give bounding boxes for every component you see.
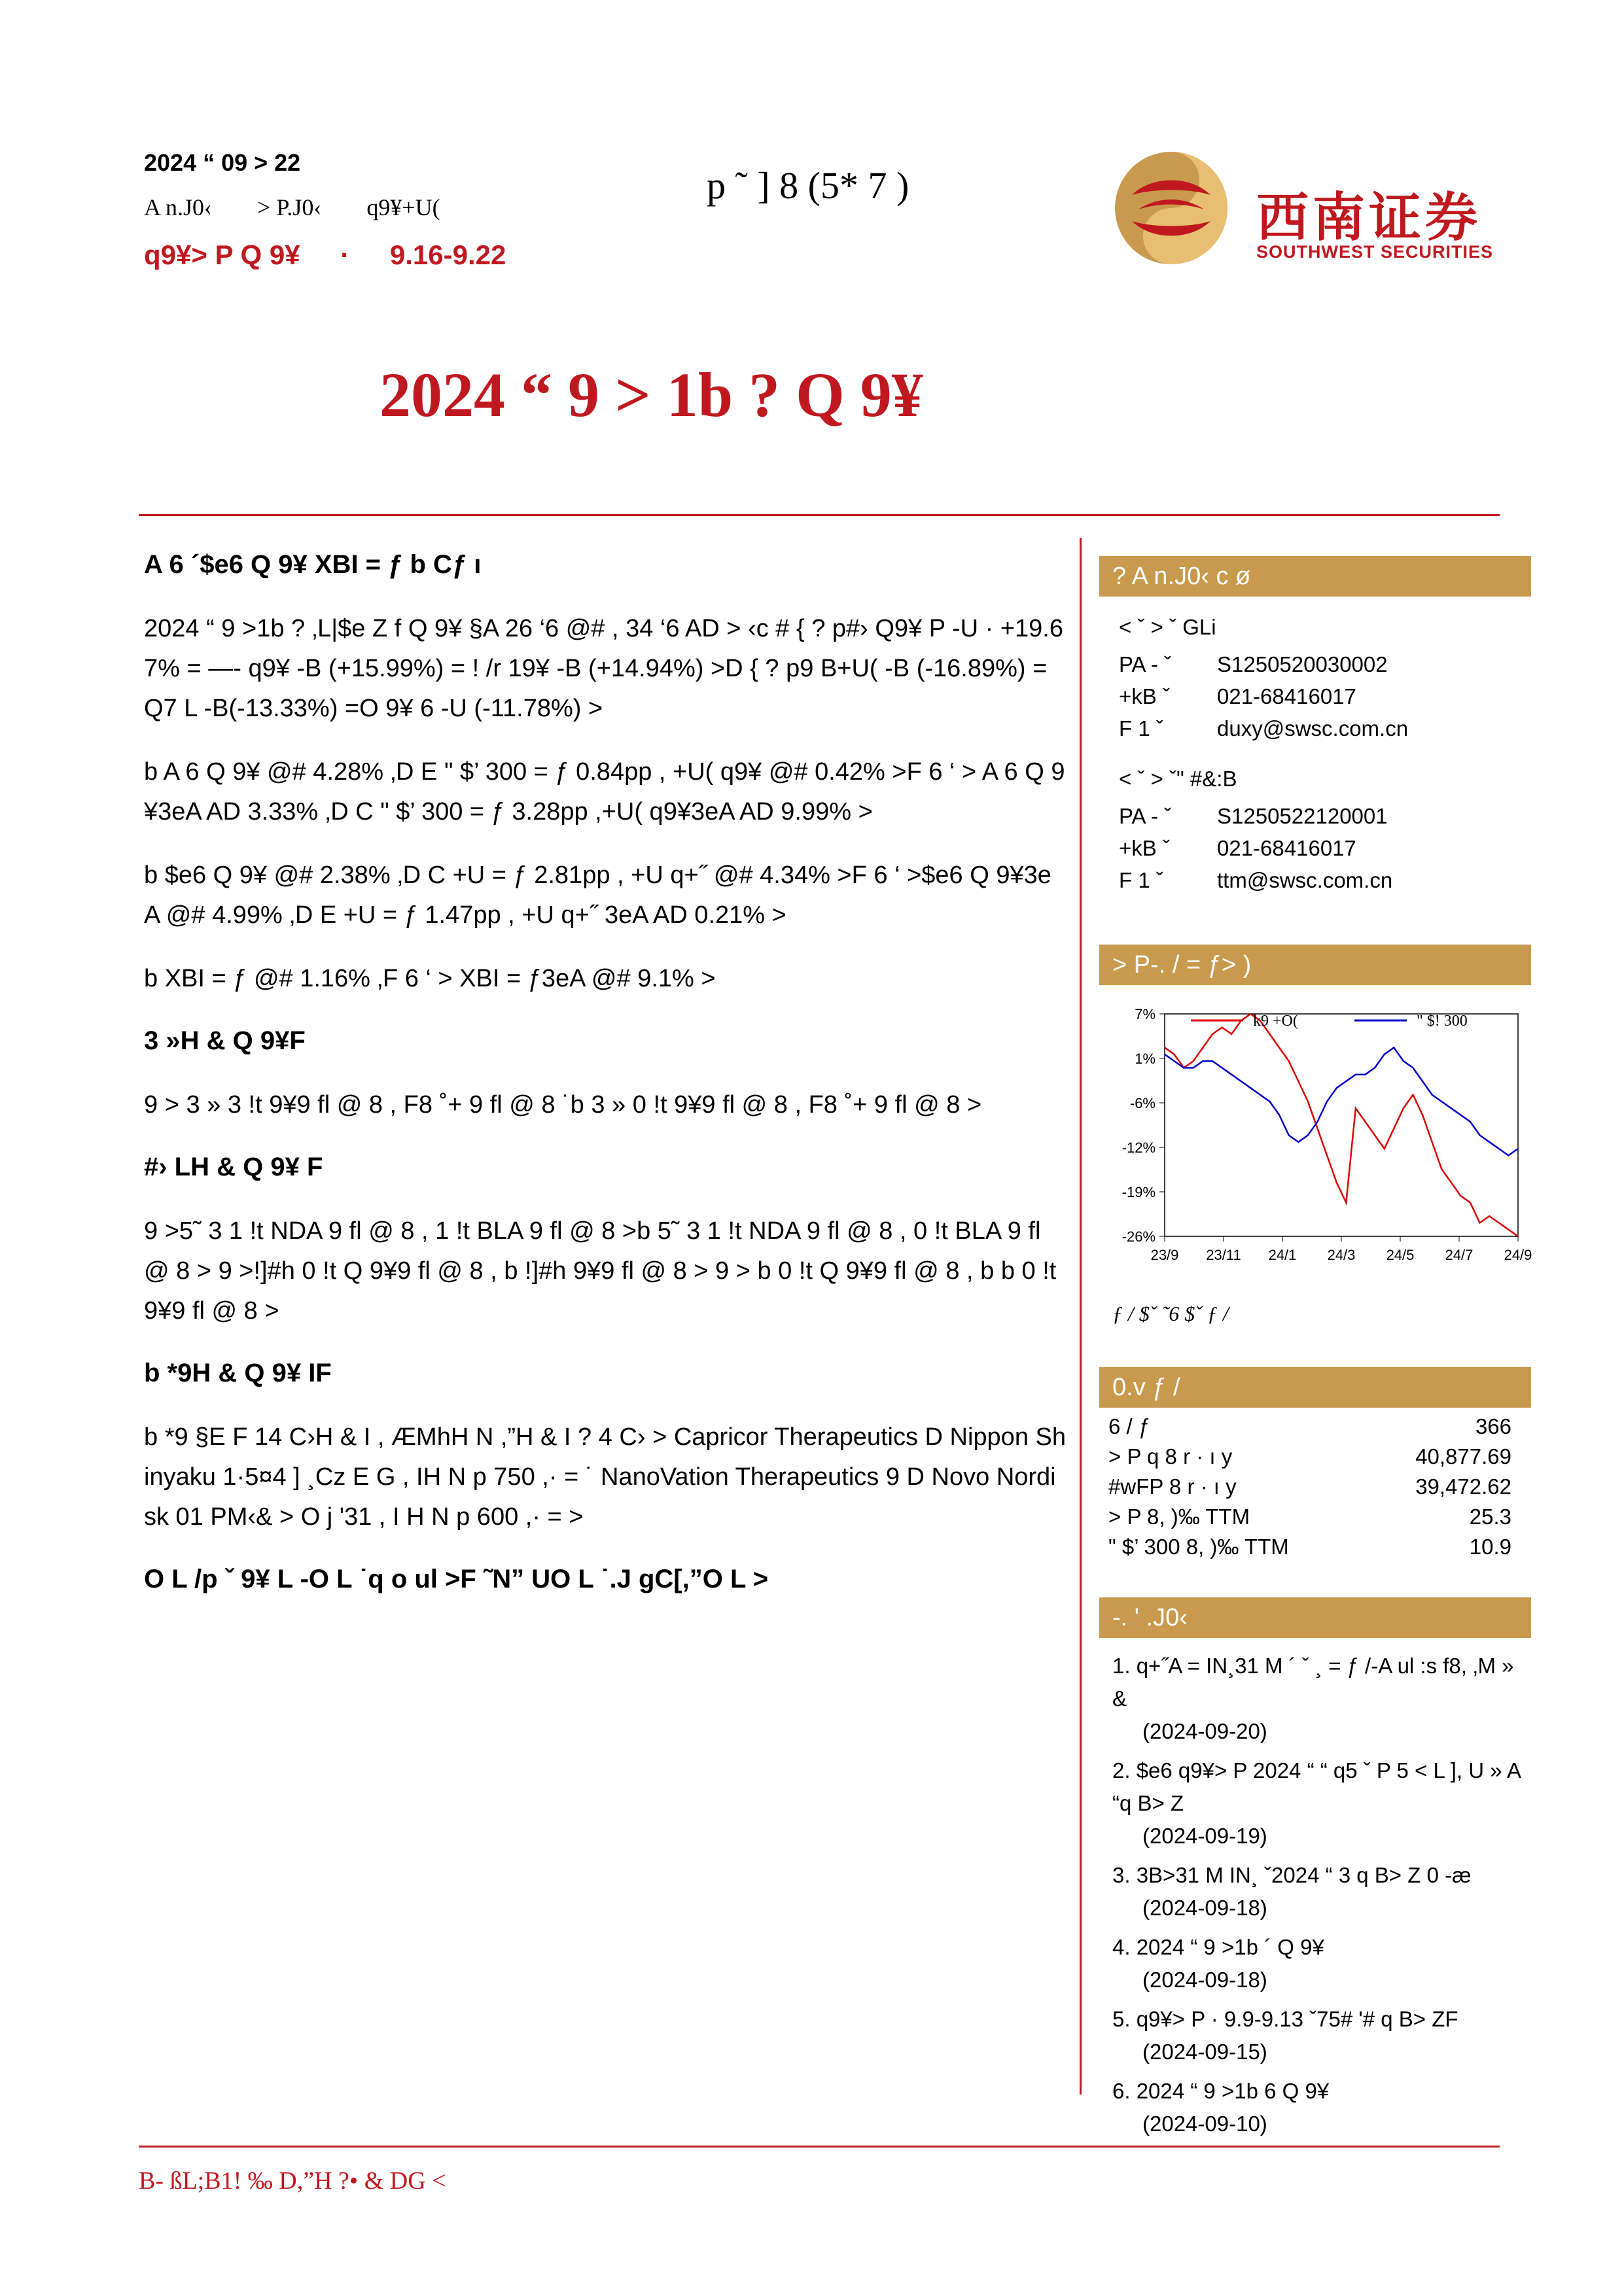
paragraph: 9 > 3 » 3 !t 9¥9 fl @ 8 , F8 ˚+ 9 fl @ 8 ˙b 3 » 0 !t 9¥9 fl @ 8 , F8 ˚+ 9 fl @ 8 > — [144, 1091, 982, 1119]
table-row — [1108, 1442, 1511, 1472]
related-report-link[interactable] — [1112, 2075, 1531, 2140]
related-title[interactable]: 2. $e6 q9¥> P 2024 “ “ q5 ˇ P 5 < L ], U » A “q B> Z — [1112, 1758, 1521, 1815]
table-row — [1108, 1472, 1511, 1502]
related-date: (2024-09-18) — [1142, 1968, 1267, 1992]
chart-box — [1099, 945, 1531, 985]
company-name-en: SOUTHWEST SECURITIES — [1256, 242, 1494, 262]
chart-source: ƒ / $ˇ ˜6 $ˇ ƒ / — [1112, 1302, 1229, 1325]
related-report-link[interactable] — [1112, 1650, 1531, 1748]
cert-number: S1250520030002 — [1217, 652, 1388, 676]
analyst-1 — [1099, 611, 1531, 744]
table-row — [1108, 1532, 1511, 1562]
paragraph: 2024 “ 9 >1b ? ‚L|$e Z f Q 9¥ §A 26 ‘6 @# , 34 ‘6 AD > ‹c # { ? p#› Q9¥ P -U · +19.67% = —- q9¥ -B (+15.99%) = ! /r 19¥ -B (+14.94%) >D { ? p9 B+U( -B (-16.89%) = Q7 L -B(-13.33%) =O 9¥ 6 -U (-11.78%) > — [144, 615, 1063, 722]
x-tick-label: 24/1 — [1268, 1247, 1297, 1263]
y-tick-label: -6% — [1129, 1095, 1156, 1111]
subtitle-1: q9¥> P Q 9¥ — [144, 239, 300, 270]
column-divider — [1080, 538, 1082, 2095]
mail-label: F 1 ˇ — [1119, 716, 1163, 740]
header-divider — [139, 514, 1500, 516]
row-value: 39,472.62 — [1415, 1474, 1511, 1499]
cert-label: PA - ˇ — [1119, 804, 1172, 828]
section-heading: b *9H & Q 9¥ IF — [144, 1359, 332, 1387]
company-name-cn: 西南证券 — [1256, 186, 1481, 248]
related-box-title: -. ' .J0‹ — [1099, 1597, 1531, 1638]
mail-address[interactable]: duxy@swsc.com.cn — [1217, 716, 1409, 740]
tel-number: 021-68416017 — [1217, 684, 1356, 708]
paragraph: b XBI = ƒ @# 1.16% ‚F 6 ‘ > XBI = ƒ3eA @# 9.1% > — [144, 965, 716, 992]
company-logo-icon — [1112, 149, 1230, 267]
paragraph: b *9 §E F 14 C›H & I , ÆMhH N ,”H & I ? 4 C› > Capricor Therapeutics D Nippon Shinyaku 1·5¤4 ] ¸Cz E G , IH N p 750 ,· = ˙ NanoVation Therapeutics 9 D Novo Nordisk 01 PM‹& > O j '31 , I H N p 600 ,· = > — [144, 1423, 1066, 1531]
category-3: q9¥+U( — [366, 194, 440, 220]
related-title[interactable]: 4. 2024 “ 9 >1b ´ Q 9¥ — [1112, 1935, 1324, 1959]
related-list — [1099, 1650, 1531, 2140]
section-heading: O L /p ˇ 9¥ L -O L ˙q o ul >F ˜N” UO L ˙.J gC[,”O L > — [144, 1565, 769, 1593]
related-date: (2024-09-10) — [1142, 2112, 1267, 2136]
related-report-link[interactable] — [1112, 1931, 1531, 1996]
row-label: 6 / ƒ — [1108, 1414, 1151, 1438]
report-category — [144, 194, 480, 221]
cert-number: S1250522120001 — [1217, 804, 1388, 828]
report-type: p ˜ ] 8 (5* 7 ) — [707, 164, 909, 207]
x-tick-label: 24/9 — [1504, 1247, 1532, 1263]
x-tick-label: 23/11 — [1206, 1247, 1241, 1263]
paragraph: 9 >5˜ 3 1 !t NDA 9 fl @ 8 , 1 !t BLA 9 fl @ 8 >b 5˜ 3 1 !t NDA 9 fl @ 8 , 0 !t BLA 9 fl @ 8 > 9 >!]#h 0 !t Q 9¥9 fl @ 8 , b !]#h 9¥9 fl @ 8 > 9 > b 0 !t Q 9¥9 fl @ 8 , b b 0 !t 9¥9 fl @ 8 > — [144, 1217, 1057, 1325]
page-title: 2024 “ 9 > 1b ? Q 9¥ — [380, 360, 923, 430]
series-line — [1165, 1014, 1518, 1236]
table-row — [1108, 1412, 1511, 1442]
related-report-link[interactable] — [1112, 1754, 1531, 1852]
y-tick-label: -19% — [1121, 1184, 1156, 1200]
x-tick-label: 23/9 — [1150, 1247, 1179, 1263]
report-date: 2024 “ 09 > 22 — [144, 149, 301, 176]
row-label: > P q 8 r · ı y — [1108, 1444, 1233, 1469]
performance-chart — [1106, 994, 1532, 1276]
analyst-name: < ˇ > ˇ" #&:B — [1119, 767, 1237, 791]
related-report-link[interactable] — [1112, 1859, 1531, 1924]
related-date: (2024-09-18) — [1142, 1896, 1267, 1920]
related-box — [1099, 1597, 1531, 2147]
footer-divider — [139, 2146, 1500, 2148]
x-tick-label: 24/7 — [1445, 1247, 1474, 1263]
analyst-2 — [1099, 763, 1531, 896]
related-title[interactable]: 3. 3B>31 M IN¸ ˇ2024 “ 3 q B> Z 0 -æ — [1112, 1863, 1472, 1887]
index-box — [1099, 1367, 1531, 1562]
category-1: A n.J0‹ — [144, 194, 213, 220]
legend-label: " $! 300 — [1417, 1013, 1468, 1030]
y-tick-label: -12% — [1121, 1139, 1156, 1156]
section-heading: 3 »H & Q 9¥F — [144, 1026, 306, 1055]
series-line — [1165, 1048, 1518, 1156]
related-date: (2024-09-20) — [1142, 1719, 1267, 1743]
section-heading: #› LH & Q 9¥ F — [144, 1153, 323, 1181]
section-heading: A 6 ´$e6 Q 9¥ XBI = ƒ b Cƒ ı — [144, 550, 482, 579]
row-label: " $’ 300 8, )‰ TTM — [1108, 1535, 1289, 1559]
mail-label: F 1 ˇ — [1119, 868, 1163, 892]
row-value: 25.3 — [1469, 1505, 1511, 1529]
related-title[interactable]: 5. q9¥> P · 9.9-9.13 ˇ75# '# q B> ZF — [1112, 2007, 1458, 2031]
footer-disclaimer: B- ßL;B1! ‰ D,”H ?• & DG < — [139, 2167, 446, 2195]
row-label: #wFP 8 r · ı y — [1108, 1474, 1237, 1499]
table-row — [1108, 1502, 1511, 1532]
plot-frame — [1165, 1014, 1518, 1236]
analyst-box-title: ? A n.J0‹ c ø — [1099, 556, 1531, 597]
subtitle-2: · — [340, 239, 350, 270]
row-value: 10.9 — [1469, 1535, 1511, 1559]
related-title[interactable]: 6. 2024 “ 9 >1b 6 Q 9¥ — [1112, 2079, 1330, 2103]
related-title[interactable]: 1. q+˝A = IN¸31 M ´ ˇ ¸ = ƒ /-A ul :s f8, ‚M » & — [1112, 1654, 1514, 1711]
tel-label: +kB ˇ — [1119, 836, 1170, 860]
category-2: > P.J0‹ — [257, 194, 322, 220]
x-tick-label: 24/5 — [1386, 1247, 1415, 1263]
row-label: > P 8, )‰ TTM — [1108, 1505, 1250, 1529]
analyst-name: < ˇ > ˇ GLi — [1119, 615, 1216, 639]
analyst-box — [1099, 556, 1531, 896]
tel-number: 021-68416017 — [1217, 836, 1356, 860]
tel-label: +kB ˇ — [1119, 684, 1170, 708]
mail-address[interactable]: ttm@swsc.com.cn — [1217, 868, 1393, 892]
y-tick-label: -26% — [1121, 1228, 1156, 1245]
y-tick-label: 1% — [1135, 1051, 1156, 1067]
row-value: 366 — [1475, 1414, 1511, 1438]
index-box-title: 0.v ƒ / — [1099, 1367, 1531, 1408]
row-value: 40,877.69 — [1415, 1444, 1511, 1469]
legend-label: k9 +O( — [1253, 1013, 1298, 1030]
main-content — [144, 546, 1067, 1624]
paragraph: b $e6 Q 9¥ @# 2.38% ‚D C +U = ƒ 2.81pp , +U q+˝ @# 4.34% >F 6 ‘ >$e6 Q 9¥3eA @# 4.99% ‚D E +U = ƒ 1.47pp , +U q+˝ 3eA AD 0.21% > — [144, 861, 1051, 929]
x-tick-label: 24/3 — [1327, 1247, 1356, 1263]
chart-box-title: > P-. / = ƒ> ) — [1099, 945, 1531, 985]
subtitle-3: 9.16-9.22 — [389, 239, 506, 270]
paragraph: b A 6 Q 9¥ @# 4.28% ‚D E " $’ 300 = ƒ 0.84pp , +U( q9¥ @# 0.42% >F 6 ‘ > A 6 Q 9¥3eA AD 3.33% ‚D C " $’ 300 = ƒ 3.28pp ,+U( q9¥3eA AD 9.99% > — [144, 758, 1065, 826]
report-subtitle — [144, 239, 538, 271]
y-tick-label: 7% — [1135, 1006, 1156, 1022]
related-date: (2024-09-19) — [1142, 1824, 1267, 1848]
cert-label: PA - ˇ — [1119, 652, 1172, 676]
index-table — [1099, 1412, 1531, 1562]
related-date: (2024-09-15) — [1142, 2040, 1267, 2064]
related-report-link[interactable] — [1112, 2003, 1531, 2068]
